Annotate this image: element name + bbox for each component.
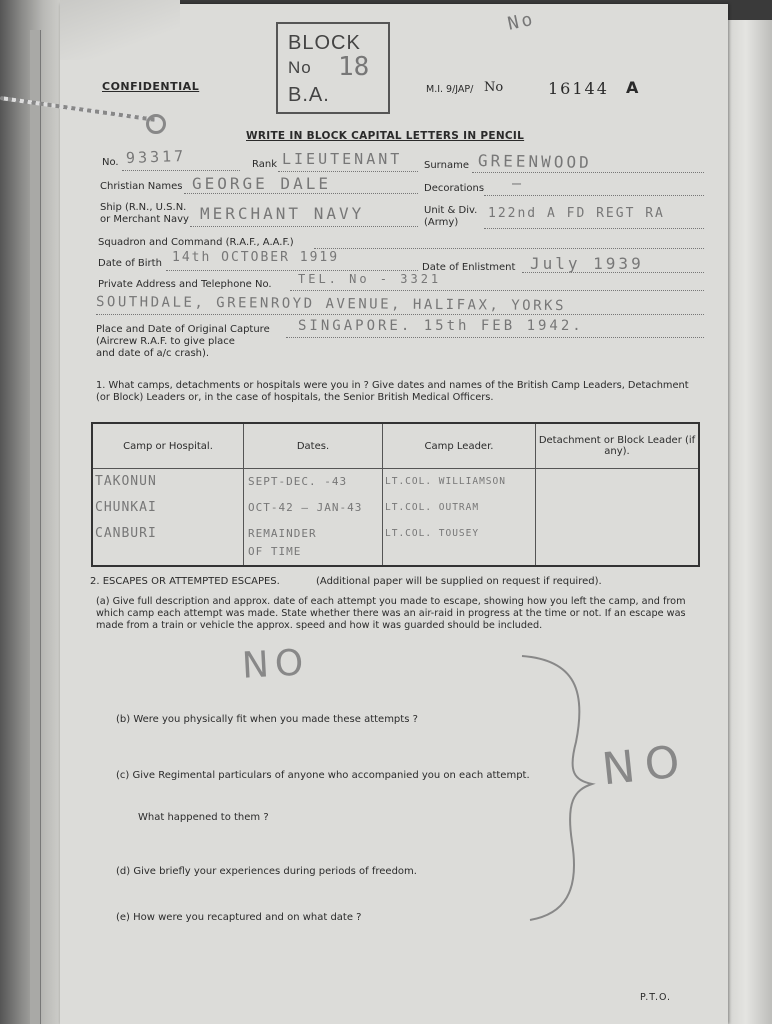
- unit-label: Unit & Div.: [424, 205, 478, 216]
- address-label: Private Address and Telephone No.: [98, 279, 272, 290]
- christian-names-label: Christian Names: [100, 181, 183, 192]
- question-2c: (c) Give Regimental particulars of anyone who accompanied you on each attempt.: [116, 770, 530, 781]
- stamp-no-text: No: [288, 58, 312, 77]
- number-label: No: [484, 80, 504, 95]
- table-cell-detachment: [536, 469, 700, 567]
- ship-label: Ship (R.N., U.S.N.: [100, 202, 187, 213]
- decorations-value: —: [512, 174, 525, 192]
- table-cell: SEPT-DEC. -43: [248, 475, 348, 488]
- table-cell: CHUNKAI: [95, 500, 157, 515]
- rank-label: Rank: [252, 159, 277, 170]
- surname-value: GREENWOOD: [477, 151, 592, 172]
- question-2a: (a) Give full description and approx. date of each attempt you made to escape, showing how you left the camp, and from which camp each attempt was made. State whether there was an air-raid in progress at the time or not. If an escape was made from a train or vehicle the approx. speed and how it was guarded should be included.: [96, 596, 686, 631]
- column-header-camp: Camp or Hospital.: [92, 423, 244, 469]
- dob-label: Date of Birth: [98, 258, 162, 269]
- binder-spine: [30, 30, 41, 1024]
- camps-table: [91, 422, 700, 567]
- section-2-title: 2. ESCAPES OR ATTEMPTED ESCAPES.: [90, 576, 280, 587]
- tie-string-loop: [146, 114, 166, 134]
- question-2d: (d) Give briefly your experiences during periods of freedom.: [116, 866, 417, 877]
- ship-value: MERCHANT NAVY: [200, 204, 365, 223]
- page-fold-shadow: [60, 0, 180, 60]
- decorations-label: Decorations: [424, 183, 485, 194]
- corner-handwritten-note: No: [505, 8, 538, 35]
- address-value: SOUTHDALE, GREENROYD AVENUE, HALIFAX, YORKS: [95, 294, 566, 315]
- surname-label: Surname: [424, 160, 469, 171]
- table-body-row: [92, 469, 699, 567]
- column-header-dates: Dates.: [244, 423, 383, 469]
- block-stamp: [276, 22, 390, 114]
- unit-label-2: (Army): [424, 217, 459, 228]
- table-cell-dates: [244, 469, 383, 567]
- table-cell: OCT-42 — JAN-43: [248, 501, 363, 514]
- table-cell-leaders: [383, 469, 536, 567]
- reference-label: M.I. 9/JAP/: [426, 84, 474, 95]
- question-2c-sub: What happened to them ?: [138, 812, 269, 823]
- unit-value: 122nd A FD REGT RA: [488, 206, 665, 221]
- service-no-value: 93317: [125, 146, 187, 167]
- form-instruction: WRITE IN BLOCK CAPITAL LETTERS IN PENCIL: [246, 130, 525, 142]
- question-1-continued: (or Block) Leaders or, in the case of hospitals, the Senior British Medical Officers.: [96, 392, 494, 403]
- capture-value: SINGAPORE. 15th FEB 1942.: [298, 318, 584, 334]
- section-2-note: (Additional paper will be supplied on request if required).: [316, 576, 602, 587]
- form-page: [60, 4, 728, 1024]
- enlistment-label: Date of Enlistment: [422, 262, 516, 273]
- question-1: 1. What camps, detachments or hospitals were you in ? Give dates and names of the British Camp Leaders, Detachment: [96, 380, 689, 391]
- rank-value: LIEUTENANT: [282, 150, 403, 168]
- capture-label: Place and Date of Original Capture: [96, 324, 270, 335]
- table-cell: LT.COL. WILLIAMSON: [385, 476, 506, 487]
- answer-2a: NO: [240, 642, 311, 687]
- table-cell: OF TIME: [248, 545, 302, 558]
- pto-label: P.T.O.: [640, 992, 672, 1003]
- answer-2b-to-2e: NO: [599, 735, 692, 796]
- squadron-label: Squadron and Command (R.A.F., A.A.F.): [98, 237, 294, 248]
- enlistment-value: July 1939: [530, 254, 644, 273]
- question-2e: (e) How were you recaptured and on what date ?: [116, 912, 362, 923]
- answer-brace: [516, 652, 616, 924]
- table-cell: TAKONUN: [95, 474, 157, 489]
- stamp-block-text: BLOCK: [288, 32, 361, 54]
- question-2b: (b) Were you physically fit when you made these attempts ?: [116, 714, 418, 725]
- column-header-camp-leader: Camp Leader.: [383, 423, 536, 469]
- column-header-detachment-leader: Detachment or Block Leader (if any).: [536, 423, 700, 469]
- table-cell: CANBURI: [95, 526, 157, 541]
- table-cell: LT.COL. OUTRAM: [385, 502, 480, 513]
- ship-label-2: or Merchant Navy: [100, 214, 189, 225]
- table-cell: LT.COL. TOUSEY: [385, 528, 480, 539]
- table-header-row: [92, 423, 699, 469]
- service-no-label: No.: [102, 157, 119, 168]
- christian-names-value: GEORGE DALE: [192, 174, 331, 193]
- serial-number: 16144: [548, 79, 609, 98]
- serial-suffix: A: [626, 78, 639, 97]
- stamp-ba-text: B.A.: [288, 84, 330, 106]
- capture-label-3: and date of a/c crash).: [96, 348, 210, 359]
- capture-label-2: (Aircrew R.A.F. to give place: [96, 336, 235, 347]
- dob-value: 14th OCTOBER 1919: [172, 250, 340, 265]
- telephone-value: TEL. No - 3321: [298, 272, 442, 286]
- confidential-label: CONFIDENTIAL: [102, 80, 200, 93]
- table-cell-camps: [92, 469, 244, 567]
- table-cell: REMAINDER: [248, 527, 317, 540]
- stamp-number: 18: [338, 52, 370, 82]
